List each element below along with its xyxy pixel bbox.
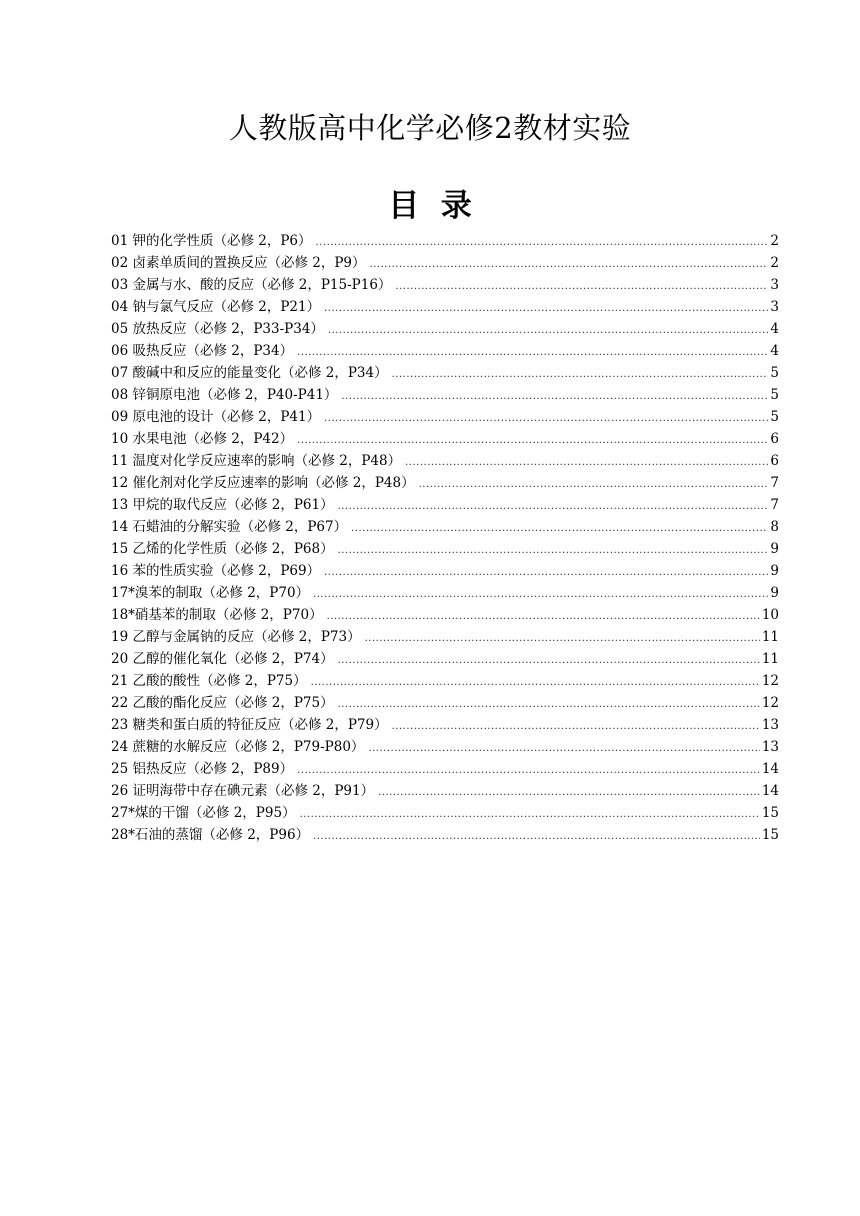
toc-dot-leader — [311, 672, 760, 692]
toc-entry-title: 01 钾的化学性质（必修 2，P6） — [111, 233, 312, 249]
toc-entry-title: 14 石蜡油的分解实验（必修 2，P67） — [111, 519, 348, 535]
toc-page-number: 12 — [761, 695, 779, 711]
toc-entry[interactable] — [111, 714, 779, 736]
toc-heading: 目 录 — [388, 188, 472, 224]
toc-dot-leader — [338, 540, 769, 560]
toc-dot-leader — [297, 342, 768, 362]
toc-entry-title: 16 苯的性质实验（必修 2，P69） — [111, 563, 321, 579]
toc-entry[interactable] — [111, 340, 779, 362]
toc-entry-title: 08 锌铜原电池（必修 2，P40-P41） — [111, 387, 338, 403]
toc-dot-leader — [313, 584, 768, 604]
toc-page-number: 11 — [761, 651, 779, 667]
toc-page-number: 7 — [770, 497, 779, 513]
toc-page-number: 15 — [761, 805, 779, 821]
toc-entry-title: 03 金属与水、酸的反应（必修 2，P15-P16） — [111, 277, 392, 293]
toc-dot-leader — [378, 782, 760, 802]
toc-entry[interactable] — [111, 758, 779, 780]
toc-page-number: 9 — [770, 541, 779, 557]
toc-entry-title: 06 吸热反应（必修 2，P34） — [111, 343, 294, 359]
toc-page-number: 3 — [770, 299, 779, 315]
toc-entry-title: 10 水果电池（必修 2，P42） — [111, 431, 294, 447]
toc-entry[interactable] — [111, 560, 779, 582]
toc-entry-title: 02 卤素单质间的置换反应（必修 2，P9） — [111, 255, 366, 271]
toc-page-number: 6 — [770, 453, 779, 469]
toc-dot-leader — [365, 628, 760, 648]
toc-entry[interactable] — [111, 274, 779, 296]
toc-page-number: 10 — [761, 607, 779, 623]
toc-dot-leader — [392, 716, 760, 736]
toc-dot-leader — [395, 276, 768, 296]
toc-page-number: 8 — [770, 519, 779, 535]
toc-page-number: 14 — [761, 761, 779, 777]
toc-dot-leader — [419, 474, 769, 494]
toc-page-number: 13 — [761, 739, 779, 755]
toc-entry[interactable] — [111, 824, 779, 846]
toc-entry-title: 19 乙醇与金属钠的反应（必修 2，P73） — [111, 629, 361, 645]
toc-entry-title: 27*煤的干馏（必修 2，P95） — [111, 805, 296, 821]
toc-page-number: 15 — [761, 827, 779, 843]
toc-page-number: 4 — [770, 343, 779, 359]
toc-entry-title: 25 铝热反应（必修 2，P89） — [111, 761, 294, 777]
toc-entry-title: 05 放热反应（必修 2，P33-P34） — [111, 321, 324, 337]
toc-entry[interactable] — [111, 582, 779, 604]
toc-entry[interactable] — [111, 384, 779, 406]
toc-entry-title: 20 乙醇的催化氧化（必修 2，P74） — [111, 651, 334, 667]
toc-dot-leader — [405, 452, 768, 472]
toc-entry-title: 26 证明海带中存在碘元素（必修 2，P91） — [111, 783, 375, 799]
toc-dot-leader — [313, 826, 760, 846]
toc-entry[interactable] — [111, 780, 779, 802]
toc-entry[interactable] — [111, 230, 779, 252]
toc-entry-title: 17*溴苯的制取（必修 2，P70） — [111, 585, 310, 601]
toc-entry[interactable] — [111, 450, 779, 472]
toc-entry[interactable] — [111, 692, 779, 714]
toc-page-number: 5 — [770, 387, 779, 403]
toc-page-number: 2 — [770, 255, 779, 271]
toc-entry[interactable] — [111, 736, 779, 758]
toc-entry-title: 07 酸碱中和反应的能量变化（必修 2，P34） — [111, 365, 388, 381]
toc-dot-leader — [297, 760, 760, 780]
toc-page-number: 7 — [770, 475, 779, 491]
toc-entry-title: 18*硝基苯的制取（必修 2，P70） — [111, 607, 323, 623]
toc-entry-title: 21 乙酸的酸性（必修 2，P75） — [111, 673, 307, 689]
toc-dot-leader — [297, 430, 768, 450]
toc-entry-title: 04 钠与氯气反应（必修 2，P21） — [111, 299, 321, 315]
toc-entry[interactable] — [111, 296, 779, 318]
toc-dot-leader — [338, 650, 760, 670]
toc-page-number: 5 — [770, 409, 779, 425]
toc-page-number: 2 — [770, 233, 779, 249]
toc-entry[interactable] — [111, 252, 779, 274]
toc-dot-leader — [324, 408, 768, 428]
toc-dot-leader — [351, 518, 768, 538]
toc-entry[interactable] — [111, 362, 779, 384]
toc-entry-title: 12 催化剂对化学反应速率的影响（必修 2，P48） — [111, 475, 415, 491]
toc-dot-leader — [324, 298, 768, 318]
toc-entry[interactable] — [111, 604, 779, 626]
toc-entry-title: 09 原电池的设计（必修 2，P41） — [111, 409, 321, 425]
toc-entry-title: 11 温度对化学反应速率的影响（必修 2，P48） — [111, 453, 402, 469]
toc-entry-title: 13 甲烷的取代反应（必修 2，P61） — [111, 497, 334, 513]
toc-dot-leader — [370, 254, 769, 274]
toc-entry[interactable] — [111, 428, 779, 450]
toc-entry[interactable] — [111, 406, 779, 428]
toc-dot-leader — [368, 738, 759, 758]
toc-page-number: 11 — [761, 629, 779, 645]
toc-entry-title: 28*石油的蒸馏（必修 2，P96） — [111, 827, 310, 843]
toc-page-number: 12 — [761, 673, 779, 689]
toc-entry-title: 22 乙酸的酯化反应（必修 2，P75） — [111, 695, 334, 711]
toc-page-number: 5 — [770, 365, 779, 381]
toc-dot-leader — [316, 232, 769, 252]
toc-entry-title: 15 乙烯的化学性质（必修 2，P68） — [111, 541, 334, 557]
toc-entry[interactable] — [111, 626, 779, 648]
toc-page-number: 9 — [770, 563, 779, 579]
toc-entry-title: 24 蔗糖的水解反应（必修 2，P79-P80） — [111, 739, 365, 755]
toc-page-number: 14 — [761, 783, 779, 799]
toc-dot-leader — [392, 364, 769, 384]
toc-dot-leader — [338, 496, 769, 516]
toc-page-number: 3 — [770, 277, 779, 293]
toc-entry[interactable] — [111, 516, 779, 538]
document-title: 人教版高中化学必修2教材实验 — [228, 111, 632, 145]
toc-dot-leader — [328, 320, 768, 340]
toc-entry-title: 23 糖类和蛋白质的特征反应（必修 2，P79） — [111, 717, 388, 733]
toc-dot-leader — [338, 694, 760, 714]
toc-entry[interactable] — [111, 472, 779, 494]
toc-page-number: 9 — [770, 585, 779, 601]
toc-dot-leader — [324, 562, 768, 582]
toc-entry[interactable] — [111, 670, 779, 692]
toc-page-number: 13 — [761, 717, 779, 733]
toc-entry[interactable] — [111, 802, 779, 824]
toc-dot-leader — [327, 606, 760, 626]
toc-entry[interactable] — [111, 538, 779, 560]
toc-page-number: 4 — [770, 321, 779, 337]
toc-dot-leader — [341, 386, 768, 406]
toc-dot-leader — [300, 804, 760, 824]
table-of-contents — [111, 230, 779, 846]
toc-entry[interactable] — [111, 648, 779, 670]
toc-entry[interactable] — [111, 494, 779, 516]
toc-entry[interactable] — [111, 318, 779, 340]
toc-page-number: 6 — [770, 431, 779, 447]
